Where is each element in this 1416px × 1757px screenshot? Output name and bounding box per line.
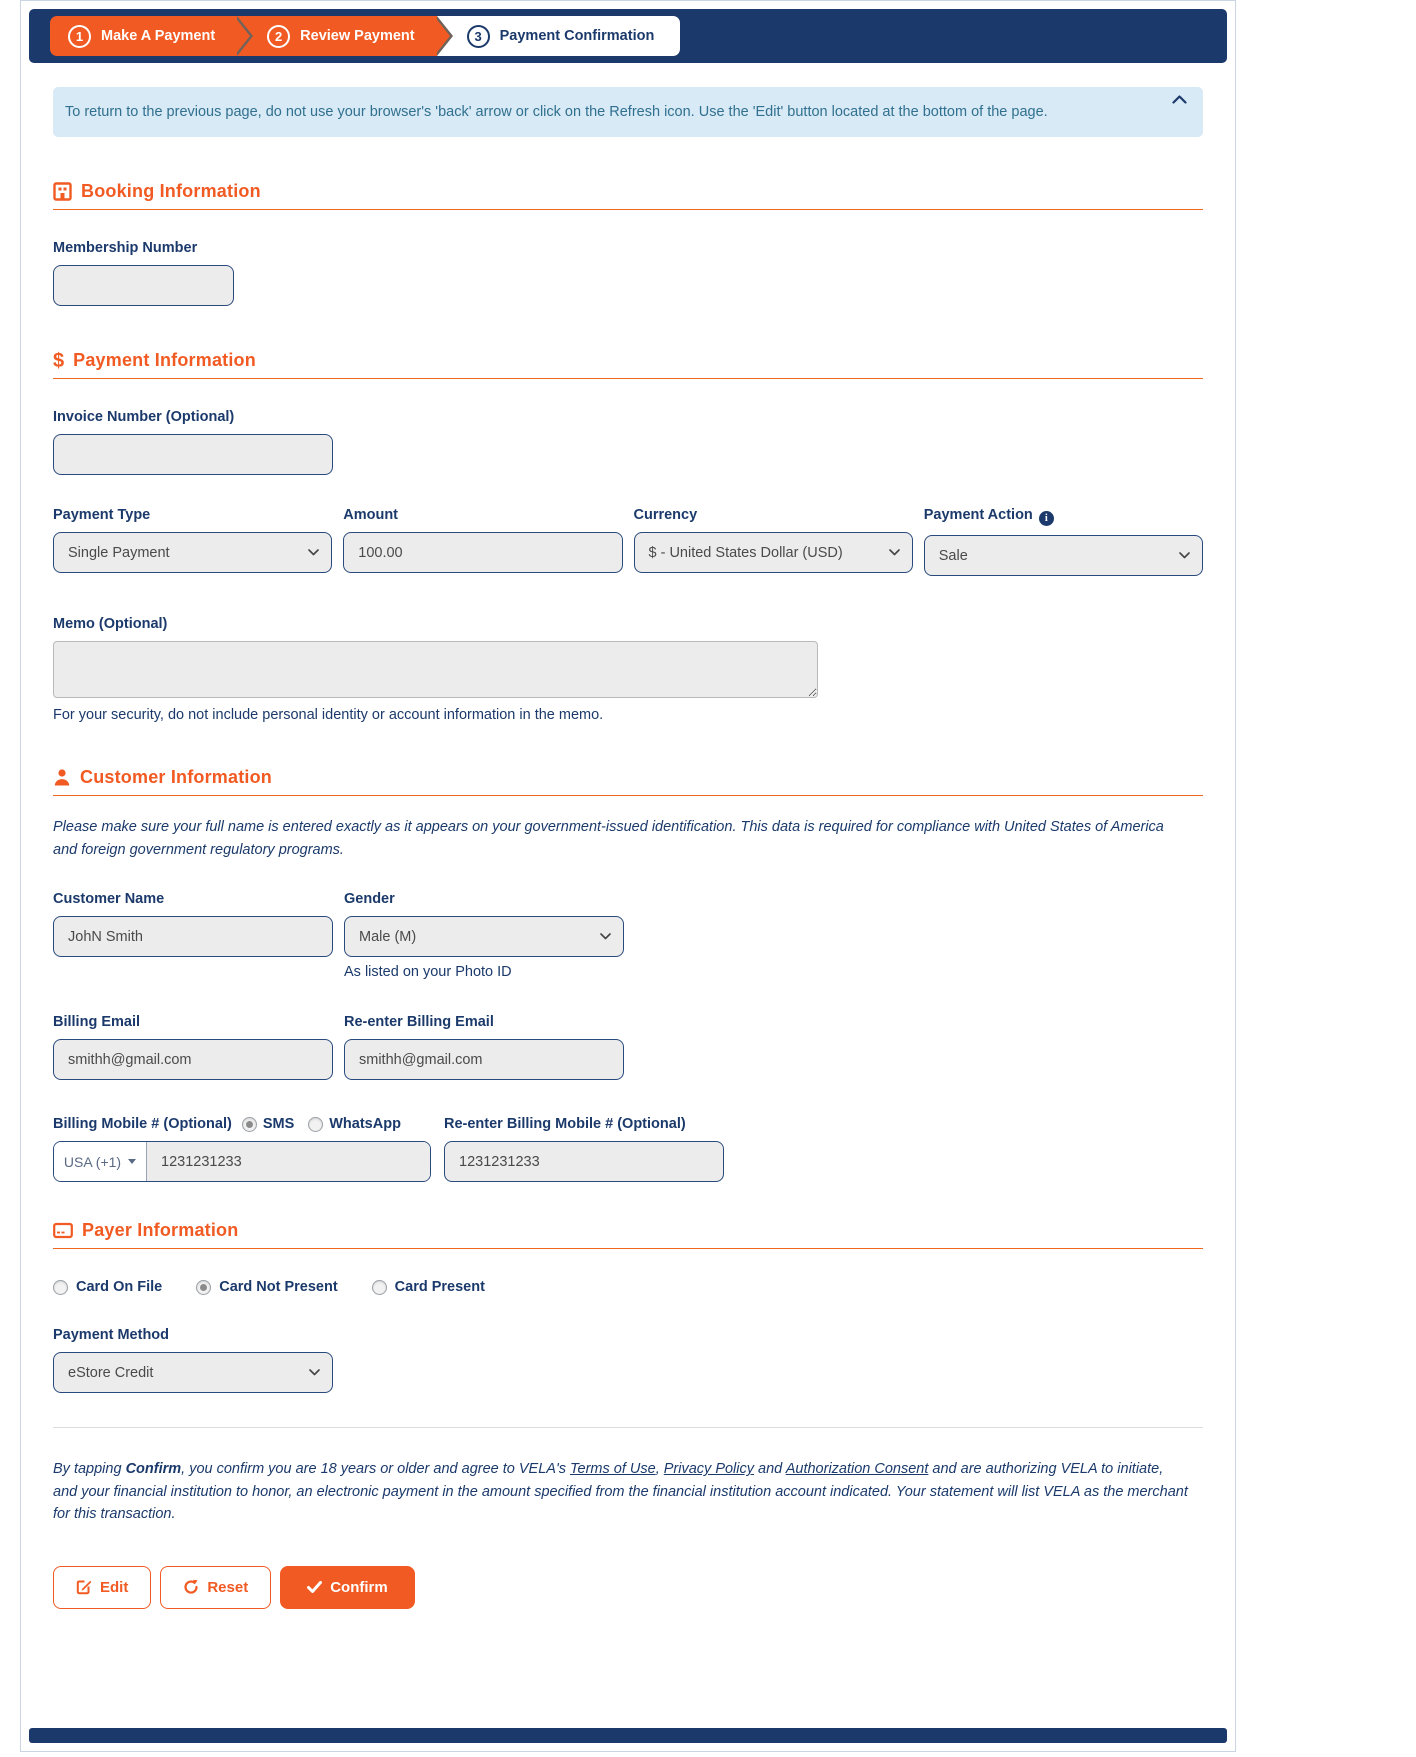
reset-button[interactable]: Reset [160,1566,271,1609]
step-number-badge: 3 [467,25,490,48]
sms-radio[interactable] [242,1117,257,1132]
gender-select[interactable] [344,916,624,957]
whatsapp-radio-label: WhatsApp [329,1116,401,1133]
gender-help-text: As listed on your Photo ID [344,964,512,981]
payment-method-value: eStore Credit [68,1364,154,1381]
chevron-down-icon [308,549,319,556]
reenter-billing-email-input[interactable] [344,1039,624,1080]
chevron-down-icon [1179,552,1190,559]
reset-icon [183,1579,199,1595]
caret-down-icon [128,1159,136,1164]
terms-of-use-link[interactable]: Terms of Use [570,1461,656,1478]
chevron-down-icon [600,933,611,940]
person-icon [53,768,71,787]
payer-section-header [53,1220,1203,1241]
currency-label: Currency [633,507,698,524]
reenter-billing-mobile-label: Re-enter Billing Mobile # (Optional) [444,1116,686,1133]
card-present-label: Card Present [394,1279,485,1296]
reenter-billing-email-label: Re-enter Billing Email [344,1014,494,1031]
currency-select[interactable] [634,532,913,573]
footer-bar [29,1728,1227,1743]
legal-text: By tapping Confirm, you confirm you are 18 years or older and agree to VELA's Terms of Use, Privacy Policy and Authorization Consent and are authorizing VELA to initiate, and your financial institution to honor, an electronic payment in the amount specified from the financial institution account indicated. Your statement will list VELA as the merchant for this transaction. [53,1461,1188,1523]
footer-divider [53,1427,1203,1428]
reenter-billing-mobile-input[interactable] [444,1141,724,1182]
chevron-down-icon [889,549,900,556]
confirm-emphasis: Confirm [125,1461,182,1478]
booking-section-header [53,181,1203,202]
section-title: Payer Information [82,1220,239,1241]
payment-action-value: Sale [938,547,968,564]
card-not-present-label: Card Not Present [219,1279,338,1296]
customer-compliance-notice: Please make sure your full name is entered exactly as it appears on your government-issued identification. This data is required for compliance with United States of America and foreign government regulatory programs. [53,819,1164,858]
section-title: Customer Information [80,767,273,788]
membership-number-input[interactable] [53,265,234,306]
country-code-value: USA (+1) [63,1153,122,1170]
step-make-a-payment[interactable] [50,16,237,56]
payment-section-header [53,350,1203,371]
customer-name-label: Customer Name [53,891,165,908]
payment-action-label: Payment Action i [924,507,1203,526]
memo-note: For your security, do not include personal identity or account information in the memo. [53,707,604,724]
card-on-file-label: Card On File [76,1279,163,1296]
section-title: Booking Information [81,181,261,202]
section-rule [53,1248,1203,1249]
confirm-button[interactable]: Confirm [280,1566,415,1609]
invoice-number-label: Invoice Number (Optional) [53,409,235,426]
amount-input[interactable] [343,532,622,573]
card-not-present-radio[interactable] [196,1280,211,1295]
info-banner-text: To return to the previous page, do not use your browser's 'back' arrow or click on the Refresh icon. Use the 'Edit' button located at the bottom of the page. [65,104,1048,120]
step-review-payment[interactable] [237,16,436,56]
privacy-policy-link[interactable]: Privacy Policy [663,1461,754,1478]
breadcrumb [50,16,680,56]
card-on-file-radio[interactable] [53,1280,68,1295]
memo-textarea[interactable] [53,641,818,698]
section-rule [53,378,1203,379]
sms-radio-label: SMS [262,1116,295,1133]
gender-value: Male (M) [359,928,417,945]
info-icon[interactable]: i [1039,511,1054,526]
invoice-number-input[interactable] [53,434,333,475]
billing-email-input[interactable] [53,1039,333,1080]
check-icon [307,1581,322,1593]
billing-mobile-input[interactable] [147,1142,430,1181]
step-label: Make A Payment [101,28,216,44]
chevron-up-icon[interactable] [1172,95,1187,104]
card-presence-radio-group [53,1279,1203,1295]
customer-section-header [53,767,1203,788]
membership-number-label: Membership Number [53,240,198,257]
step-number-badge: 1 [68,25,91,48]
step-number-badge: 2 [267,25,290,48]
payment-method-label: Payment Method [53,1327,170,1344]
currency-value: $ - United States Dollar (USD) [648,544,843,561]
whatsapp-radio[interactable] [308,1117,323,1132]
section-title: Payment Information [73,350,256,371]
section-rule [53,209,1203,210]
memo-label: Memo (Optional) [53,616,168,633]
customer-name-input[interactable] [53,916,333,957]
page-container [20,0,1236,1752]
edit-icon [76,1579,92,1595]
dollar-icon: $ [53,349,65,372]
action-buttons [53,1566,1203,1609]
main-content [29,63,1227,1716]
payment-type-value: Single Payment [68,544,170,561]
chevron-down-icon [309,1369,320,1376]
step-label: Payment Confirmation [499,28,655,44]
credit-card-icon [53,1222,73,1239]
billing-mobile-label: Billing Mobile # (Optional) SMS WhatsApp [53,1116,401,1133]
edit-button[interactable]: Edit [53,1566,151,1609]
card-present-radio[interactable] [372,1280,387,1295]
payment-action-select[interactable] [924,535,1203,576]
payment-type-select[interactable] [53,532,332,573]
step-payment-confirmation[interactable] [437,16,681,56]
country-code-select[interactable] [54,1142,147,1181]
billing-email-label: Billing Email [53,1014,141,1031]
payment-method-select[interactable] [53,1352,333,1393]
payment-type-label: Payment Type [53,507,151,524]
info-banner [53,87,1203,137]
step-label: Review Payment [300,28,415,44]
building-icon [53,182,72,201]
stepper-bar [29,9,1227,63]
amount-label: Amount [343,507,399,524]
gender-label: Gender [344,891,395,908]
authorization-consent-link[interactable]: Authorization Consent [785,1461,929,1478]
billing-mobile-group [53,1141,431,1182]
section-rule [53,795,1203,796]
